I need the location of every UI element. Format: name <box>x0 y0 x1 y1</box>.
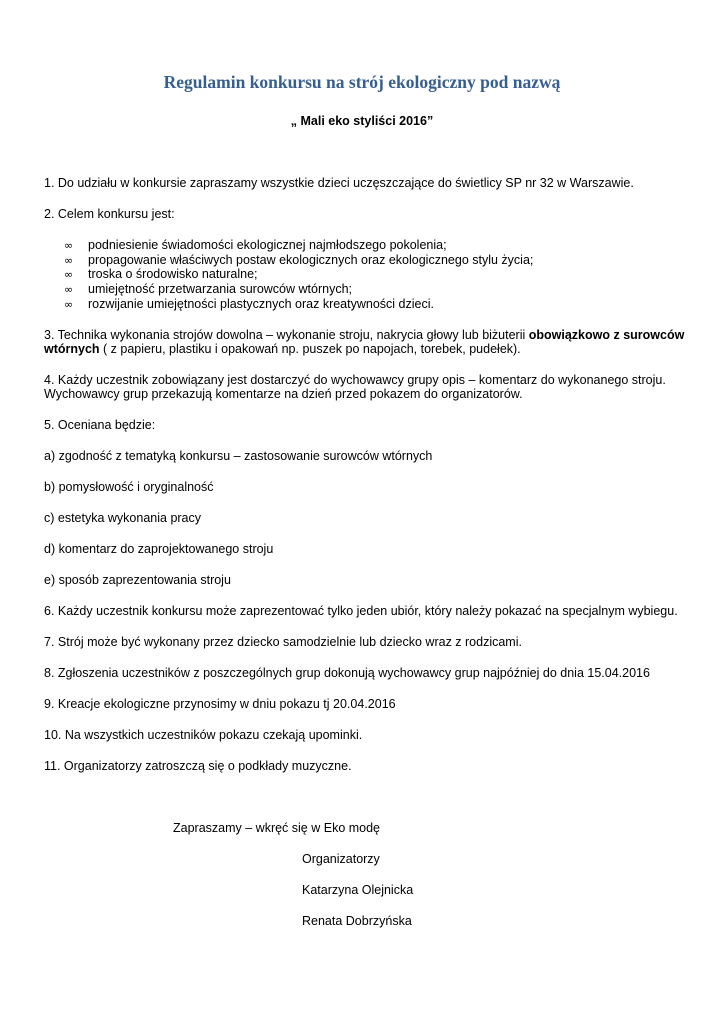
contest-name: „ Mali eko styliści 2016” <box>290 114 434 128</box>
criterion-d: d) komentarz do zaprojektowanego stroju <box>44 542 274 556</box>
closing-invitation: Zapraszamy – wkręć się w Eko modę <box>173 821 381 835</box>
rule-7: 7. Strój może być wykonany przez dziecko samodzielnie lub dziecko wraz z rodzicami. <box>44 635 522 649</box>
criterion-a: a) zgodność z tematyką konkursu – zastosowanie surowców wtórnych <box>44 449 433 463</box>
rule-3-line-1 <box>44 328 684 343</box>
goal-text: troska o środowisko naturalne; <box>88 267 258 281</box>
rule-1: 1. Do udziału w konkursie zapraszamy wszystkie dzieci uczęszczające do świetlicy SP nr 32 w Warszawie. <box>44 176 634 190</box>
bullet-infinity-icon: ∞ <box>64 298 74 311</box>
rule-6: 6. Każdy uczestnik konkursu może zaprezentować tylko jeden ubiór, który należy pokazać na specjalnym wybiegu. <box>44 604 678 618</box>
criterion-e: e) sposób zaprezentowania stroju <box>44 573 231 587</box>
criterion-c: c) estetyka wykonania pracy <box>44 511 202 525</box>
goal-text: propagowanie właściwych postaw ekologicznych oraz ekologicznego stylu życia; <box>88 253 534 267</box>
organizer-name: Katarzyna Olejnicka <box>302 883 414 897</box>
rule-2: 2. Celem konkursu jest: <box>44 207 175 221</box>
rule-11: 11. Organizatorzy zatroszczą się o podkłady muzyczne. <box>44 759 352 773</box>
rule-9: 9. Kreacje ekologiczne przynosimy w dniu pokazu tj 20.04.2016 <box>44 697 396 711</box>
bullet-infinity-icon: ∞ <box>64 239 74 252</box>
criterion-b: b) pomysłowość i oryginalność <box>44 480 214 494</box>
document-title: Regulamin konkursu na strój ekologiczny pod nazwą <box>163 72 561 92</box>
rule-3-emphasis: obowiązkowo z surowców <box>528 328 685 342</box>
goal-text: rozwijanie umiejętności plastycznych oraz kreatywności dzieci. <box>88 297 434 311</box>
bullet-infinity-icon: ∞ <box>64 283 74 296</box>
goal-text: umiejętność przetwarzania surowców wtórnych; <box>88 282 352 296</box>
rule-5: 5. Oceniana będzie: <box>44 418 156 432</box>
rule-3-text: ( z papieru, plastiku i opakowań np. puszek po napojach, torebek, pudełek). <box>99 342 521 356</box>
rule-4-line-2: Wychowawcy grup przekazują komentarze na dzień przed pokazem do organizatorów. <box>44 387 523 401</box>
goal-text: podniesienie świadomości ekologicznej najmłodszego pokolenia; <box>88 238 447 252</box>
rule-3-emphasis: wtórnych <box>44 342 100 356</box>
bullet-infinity-icon: ∞ <box>64 268 74 281</box>
rule-3-line-2 <box>44 342 521 357</box>
rule-3-text: 3. Technika wykonania strojów dowolna – wykonanie stroju, nakrycia głowy lub biżuterii <box>44 328 529 342</box>
rule-10: 10. Na wszystkich uczestników pokazu czekają upominki. <box>44 728 363 742</box>
rule-4-line-1: 4. Każdy uczestnik zobowiązany jest dostarczyć do wychowawcy grupy opis – komentarz do wykonanego stroju. <box>44 373 666 387</box>
bullet-infinity-icon: ∞ <box>64 254 74 267</box>
organizer-name: Renata Dobrzyńska <box>302 914 412 928</box>
rule-8: 8. Zgłoszenia uczestników z poszczególnych grup dokonują wychowawcy grup najpóźniej do dnia 15.04.2016 <box>44 666 650 680</box>
organizers-label: Organizatorzy <box>302 852 380 866</box>
